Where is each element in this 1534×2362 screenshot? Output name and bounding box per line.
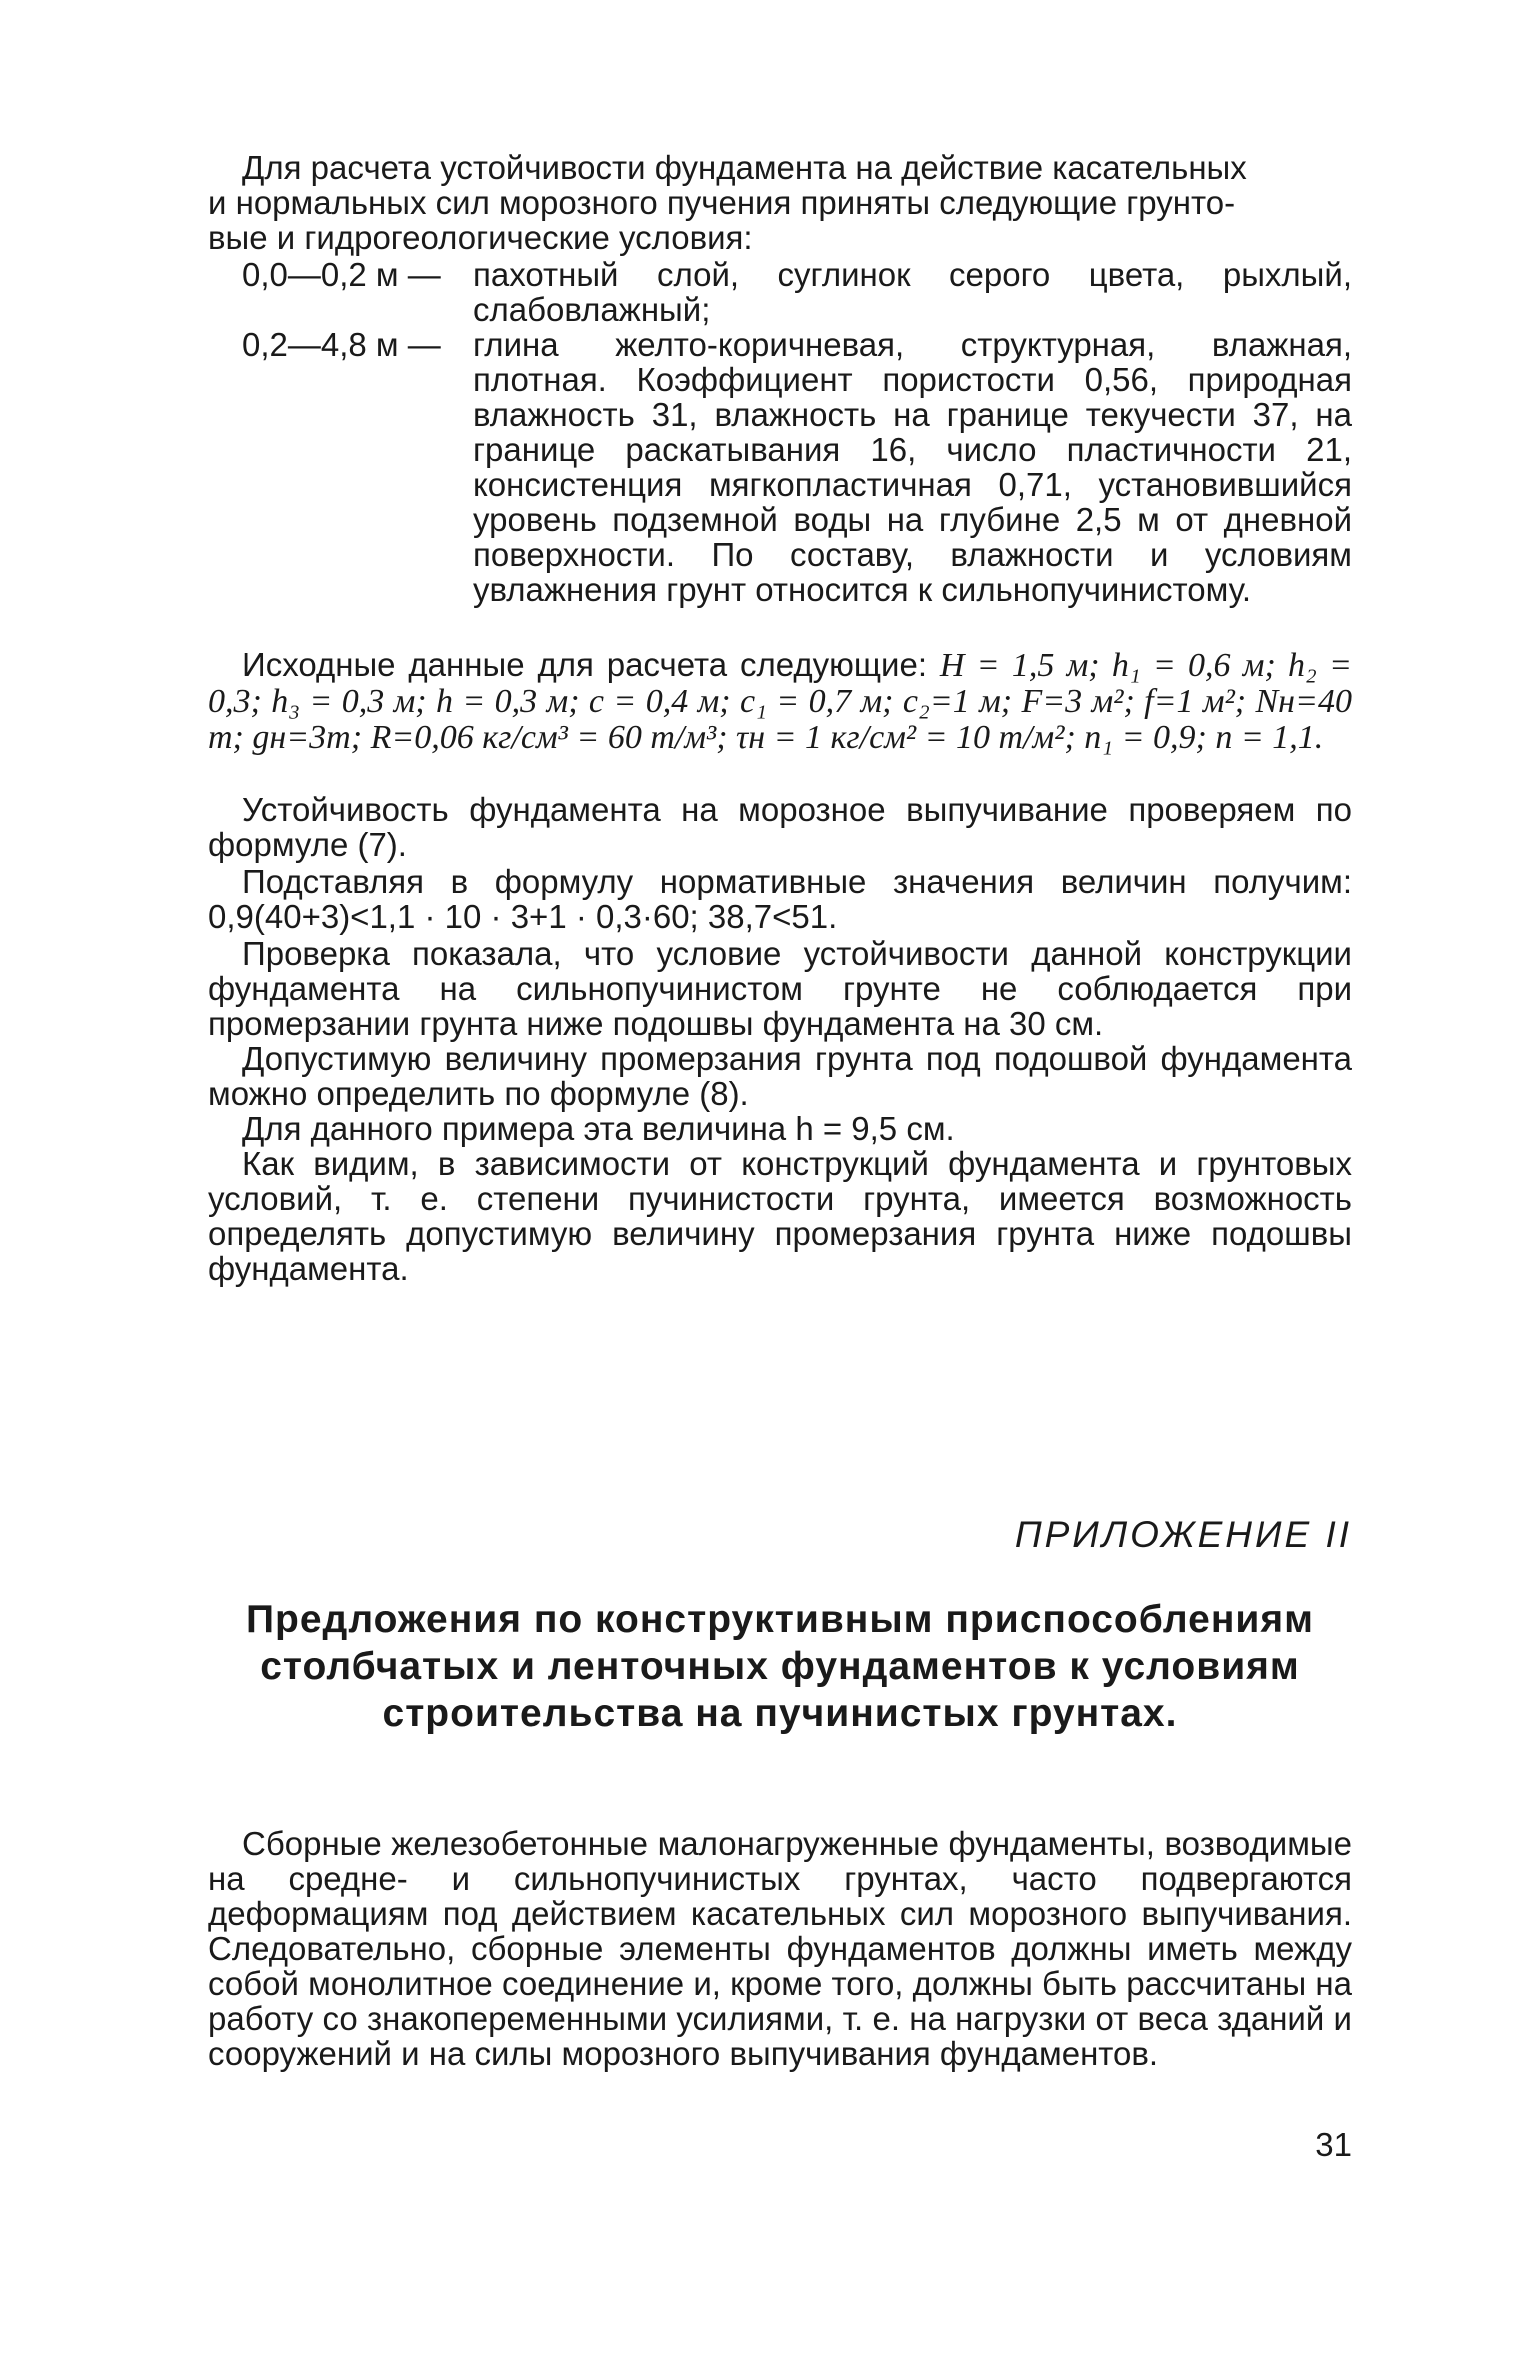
- initial-data-label: Исходные данные для расчета следующие:: [242, 646, 927, 683]
- intro-line: и нормальных сил морозного пучения приняты следующие грунто-: [208, 184, 1236, 221]
- paragraph-allowable-freezing: Допустимую величину промерзания грунта под подошвой фундамента можно определить по формуле (8).: [208, 1040, 1352, 1112]
- intro-line: Для расчета устойчивости фундамента на действие касательных: [242, 149, 1247, 186]
- section-title: [208, 1596, 1352, 1737]
- layer-description: пахотный слой, суглинок серого цвета, рыхлый, слабовлажный;: [473, 256, 1352, 328]
- layer-depth-range: 0,2—4,8 м —: [242, 326, 441, 363]
- paragraph-check-result: Проверка показала, что условие устойчивости данной конструкции фундамента на сильнопучинистом грунте не соблюдается при промерзании грунта ниже подошвы фундамента на 30 см.: [208, 935, 1352, 1042]
- layer-description: глина желто-коричневая, структурная, влажная, плотная. Коэффициент пористости 0,56, природная влажность 31, влажность на границе текучести 37, на границе раскатывания 16, число пластичности 21, консистенция мягкопластичная 0,71, установившийся уровень подземной воды на глубине 2,5 м от дневной поверхности. По составу, влажности и условиям увлажнения грунт относится к сильнопучинистому.: [473, 326, 1352, 608]
- paragraph-substitution: Подставляя в формулу нормативные значения величин получим: 0,9(40+3)<1,1 · 10 · 3+1 · 0,3·60; 38,7<51.: [208, 863, 1352, 935]
- final-paragraph-block: [208, 1826, 1352, 2071]
- intro-paragraph: [208, 150, 1352, 255]
- paragraph-conclusion: Как видим, в зависимости от конструкций фундамента и грунтовых условий, т. е. степени пучинистости грунта, имеется возможность определять допустимую величину промерзания грунта ниже подошвы фундамента.: [208, 1145, 1352, 1287]
- soil-layers: [208, 257, 1352, 607]
- final-paragraph: Сборные железобетонные малонагруженные фундаменты, возводимые на средне- и сильнопучинистых грунтах, часто подвергаются деформациям под действием касательных сил морозного выпучивания. Следовательно, сборные элементы фундаментов должны иметь между собой монолитное соединение и, кроме того, должны быть рассчитаны на работу со знакопеременными усилиями, т. е. на нагрузки от веса зданий и сооружений и на силы морозного выпучивания фундаментов.: [208, 1825, 1352, 2072]
- section-title-line: Предложения по конструктивным приспособлениям: [246, 1598, 1314, 1641]
- initial-data-paragraph: [208, 647, 1352, 755]
- paragraph-stability-check: Устойчивость фундамента на морозное выпучивание проверяем по формуле (7).: [208, 791, 1352, 863]
- page-number: 31: [1315, 2126, 1352, 2163]
- body-paragraphs: [208, 792, 1352, 1286]
- paragraph-example-value: Для данного примера эта величина h = 9,5 см.: [242, 1110, 955, 1147]
- initial-data-values: H = 1,5 м; h₁ = 0,6 м; h₂ = 0,3; h₃ = 0,3 м; h = 0,3 м; c = 0,4 м; c₁ = 0,7 м; c₂=1 м; F=3 м²; f=1 м²; Nн=40 т; gн=3т; R=0,06 кг/см³ = 60 т/м³; τн = 1 кг/см² = 10 т/м²; n₁ = 0,9; n = 1,1.: [208, 647, 1353, 756]
- section-title-line: строительства на пучинистых грунтах.: [382, 1692, 1178, 1735]
- soil-layer-2: [208, 327, 1352, 607]
- initial-data-text: [208, 647, 1352, 755]
- appendix-label: ПРИЛОЖЕНИЕ II: [1014, 1514, 1352, 1555]
- section-title-line: столбчатых и ленточных фундаментов к условиям: [260, 1645, 1300, 1688]
- soil-layer-1: [208, 257, 1352, 327]
- layer-depth-range: 0,0—0,2 м —: [242, 256, 441, 293]
- intro-line: вые и гидрогеологические условия:: [208, 219, 753, 256]
